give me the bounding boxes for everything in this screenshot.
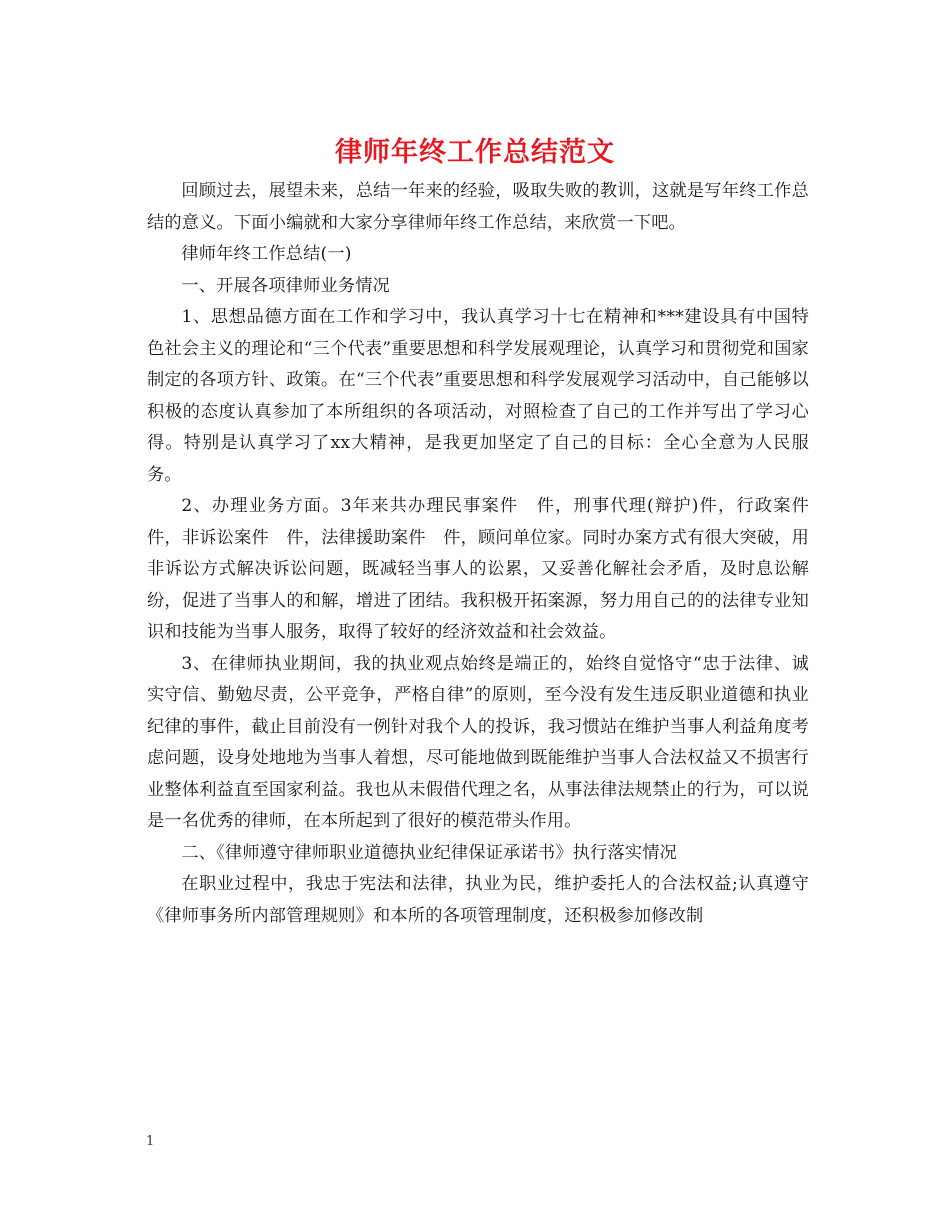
paragraph-practice: 在职业过程中，我忠于宪法和法律，执业为民，维护委托人的合法权益;认真遵守《律师事务所内部管理规则》和本所的各项管理制度，还积极参加修改制 [147,874,809,926]
paragraph-ideology: 1、思想品德方面在工作和学习中，我认真学习十七在精神和***建设具有中国特色社会主义的理论和“三个代表”重要思想和科学发展观理论，认真学习和贯彻党和国家制定的各项方针、政策。在“三个代表”重要思想和科学发展观学习活动中，自己能够以积极的态度认真参加了本所组织的各项活动，对照检查了自己的工作并写出了学习心得。特别是认真学习了xx大精神，是我更加坚定了自己的目标：全心全意为人民服务。 [147,307,809,485]
document-body [147,176,827,932]
paragraph-intro: 回顾过去，展望未来，总结一年来的经验，吸取失败的教训，这就是写年终工作总结的意义。下面小编就和大家分享律师年终工作总结，来欣赏一下吧。 [147,181,809,233]
paragraph-cases: 2、办理业务方面。3年来共办理民事案件 件，刑事代理(辩护)件，行政案件 件，非诉讼案件 件，法律援助案件 件，顾问单位家。同时办案方式有很大突破，用非诉讼方式解决诉讼问题，既减轻当事人的讼累，又妥善化解社会矛盾，及时息讼解纷，促进了当事人的和解，增进了团结。我积极开拓案源，努力用自己的的法律专业知识和技能为当事人服务，取得了较好的经济效益和社会效益。 [147,496,827,642]
section-heading-commitment: 二、《律师遵守律师职业道德执业纪律保证承诺书》执行落实情况 [181,842,678,863]
section-heading-business: 一、开展各项律师业务情况 [181,275,391,296]
section-heading-summary-one: 律师年终工作总结(一) [181,244,352,264]
page-number: 1 [146,1134,155,1149]
paragraph-ethics: 3、在律师执业期间，我的执业观点始终是端正的，始终自觉恪守“忠于法律、诚实守信、勤勉尽责，公平竞争，严格自律”的原则，至今没有发生违反职业道德和执业纪律的事件，截止目前没有一例针对我个人的投诉，我习惯站在维护当事人利益角度考虑问题，设身处地地为当事人着想，尽可能地做到既能维护当事人合法权益又不损害行业整体利益直至国家利益。我也从未假借代理之名，从事法律法规禁止的行为，可以说是一名优秀的律师，在本所起到了很好的模范带头作用。 [147,653,809,831]
document-title: 律师年终工作总结范文 [335,137,615,168]
